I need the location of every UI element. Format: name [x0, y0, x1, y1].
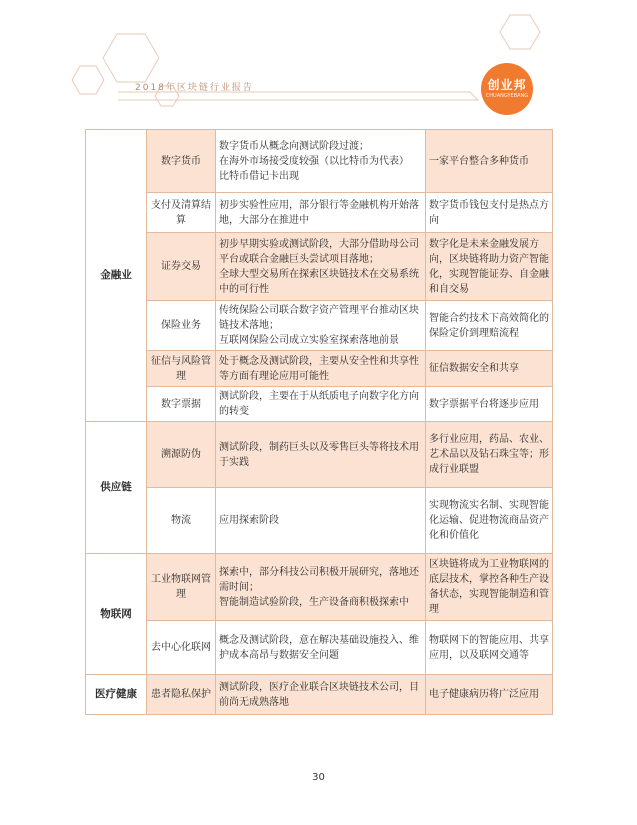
category-cell: 金融业 [86, 130, 147, 422]
table-row [86, 233, 553, 301]
table-row [86, 193, 553, 233]
table-row [86, 675, 553, 715]
effect-cell: 电子健康病历将广泛应用 [426, 675, 553, 715]
effect-cell: 数字票据平台将逐步应用 [426, 387, 553, 422]
subcategory-cell: 工业物联网管理 [147, 554, 216, 621]
logo-text: 创业邦 [487, 78, 527, 92]
table-row [86, 422, 553, 488]
status-description-cell: 探索中，部分科技公司积极开展研究，落地还需时间； 智能制造试验阶段，生产设备商积极探索中 [216, 554, 426, 621]
logo-subtext: CHUANGYEBANG [485, 93, 529, 99]
subcategory-cell: 去中心化联网 [147, 621, 216, 675]
report-title: 2018年区块链行业报告 [135, 83, 254, 93]
subcategory-cell: 数字票据 [147, 387, 216, 422]
table-row [86, 621, 553, 675]
category-cell: 供应链 [86, 422, 147, 554]
status-description-cell: 传统保险公司联合数字资产管理平台推动区块链技术落地； 互联网保险公司成立实验室探索落地前景 [216, 301, 426, 351]
effect-cell: 物联网下的智能应用、共享应用，以及联网交通等 [426, 621, 553, 675]
effect-cell: 数字化是未来金融发展方向，区块链将助力资产智能化，实现智能证券、自金融和自交易 [426, 233, 553, 301]
status-description-cell: 测试阶段，医疗企业联合区块链技术公司，目前尚无成熟落地 [216, 675, 426, 715]
subcategory-cell: 证券交易 [147, 233, 216, 301]
effect-cell: 征信数据安全和共享 [426, 351, 553, 387]
hexagon-decoration [72, 66, 104, 94]
table-row [86, 387, 553, 422]
table-row [86, 130, 553, 193]
subcategory-cell: 溯源防伪 [147, 422, 216, 488]
page-number: 30 [312, 772, 325, 783]
status-description-cell: 数字货币从概念向测试阶段过渡； 在海外市场接受度较强（以比特币为代表） 比特币借记卡出现 [216, 130, 426, 193]
status-description-cell: 初步实验性应用，部分银行等金融机构开始落地，大部分在推进中 [216, 193, 426, 233]
status-description-cell: 测试阶段，主要在于从纸质电子向数字化方向的转变 [216, 387, 426, 422]
status-description-cell: 处于概念及测试阶段，主要从安全性和共享性等方面有理论应用可能性 [216, 351, 426, 387]
status-description-cell: 初步早期实验或测试阶段，大部分借助母公司平台或联合金融巨头尝试项目落地； 全球大型交易所在探索区块链技术在交易系统中的可行性 [216, 233, 426, 301]
effect-cell: 一家平台整合多种货币 [426, 130, 553, 193]
subcategory-cell: 支付及清算结算 [147, 193, 216, 233]
subcategory-cell: 数字货币 [147, 130, 216, 193]
header-decoration [0, 0, 637, 110]
category-cell: 物联网 [86, 554, 147, 675]
status-description-cell: 概念及测试阶段，意在解决基础设施投入、维护成本高昂与数据安全问题 [216, 621, 426, 675]
hexagon-decoration [103, 34, 159, 82]
status-description-cell: 应用探索阶段 [216, 488, 426, 554]
hexagon-decoration [500, 15, 540, 49]
table-row [86, 351, 553, 387]
subcategory-cell: 保险业务 [147, 301, 216, 351]
effect-cell: 区块链将成为工业物联网的底层技术，掌控各种生产设备状态，实现智能制造和管理 [426, 554, 553, 621]
subcategory-cell: 物流 [147, 488, 216, 554]
subcategory-cell: 征信与风险管理 [147, 351, 216, 387]
table-row [86, 301, 553, 351]
effect-cell: 实现物流实名制、实现智能化运输、促进物流商品资产化和价值化 [426, 488, 553, 554]
effect-cell: 数字货币钱包支付是热点方向 [426, 193, 553, 233]
table-row [86, 554, 553, 621]
effect-cell: 智能合约技术下高效简化的保险定价到理赔流程 [426, 301, 553, 351]
blockchain-application-table [85, 129, 553, 715]
subcategory-cell: 患者隐私保护 [147, 675, 216, 715]
table-row [86, 488, 553, 554]
category-cell: 医疗健康 [86, 675, 147, 715]
status-description-cell: 测试阶段，制药巨头以及零售巨头等将技术用于实践 [216, 422, 426, 488]
brand-logo [481, 63, 533, 115]
page-header [0, 0, 637, 110]
effect-cell: 多行业应用，药品、农业、艺术品以及钻石珠宝等；形成行业联盟 [426, 422, 553, 488]
